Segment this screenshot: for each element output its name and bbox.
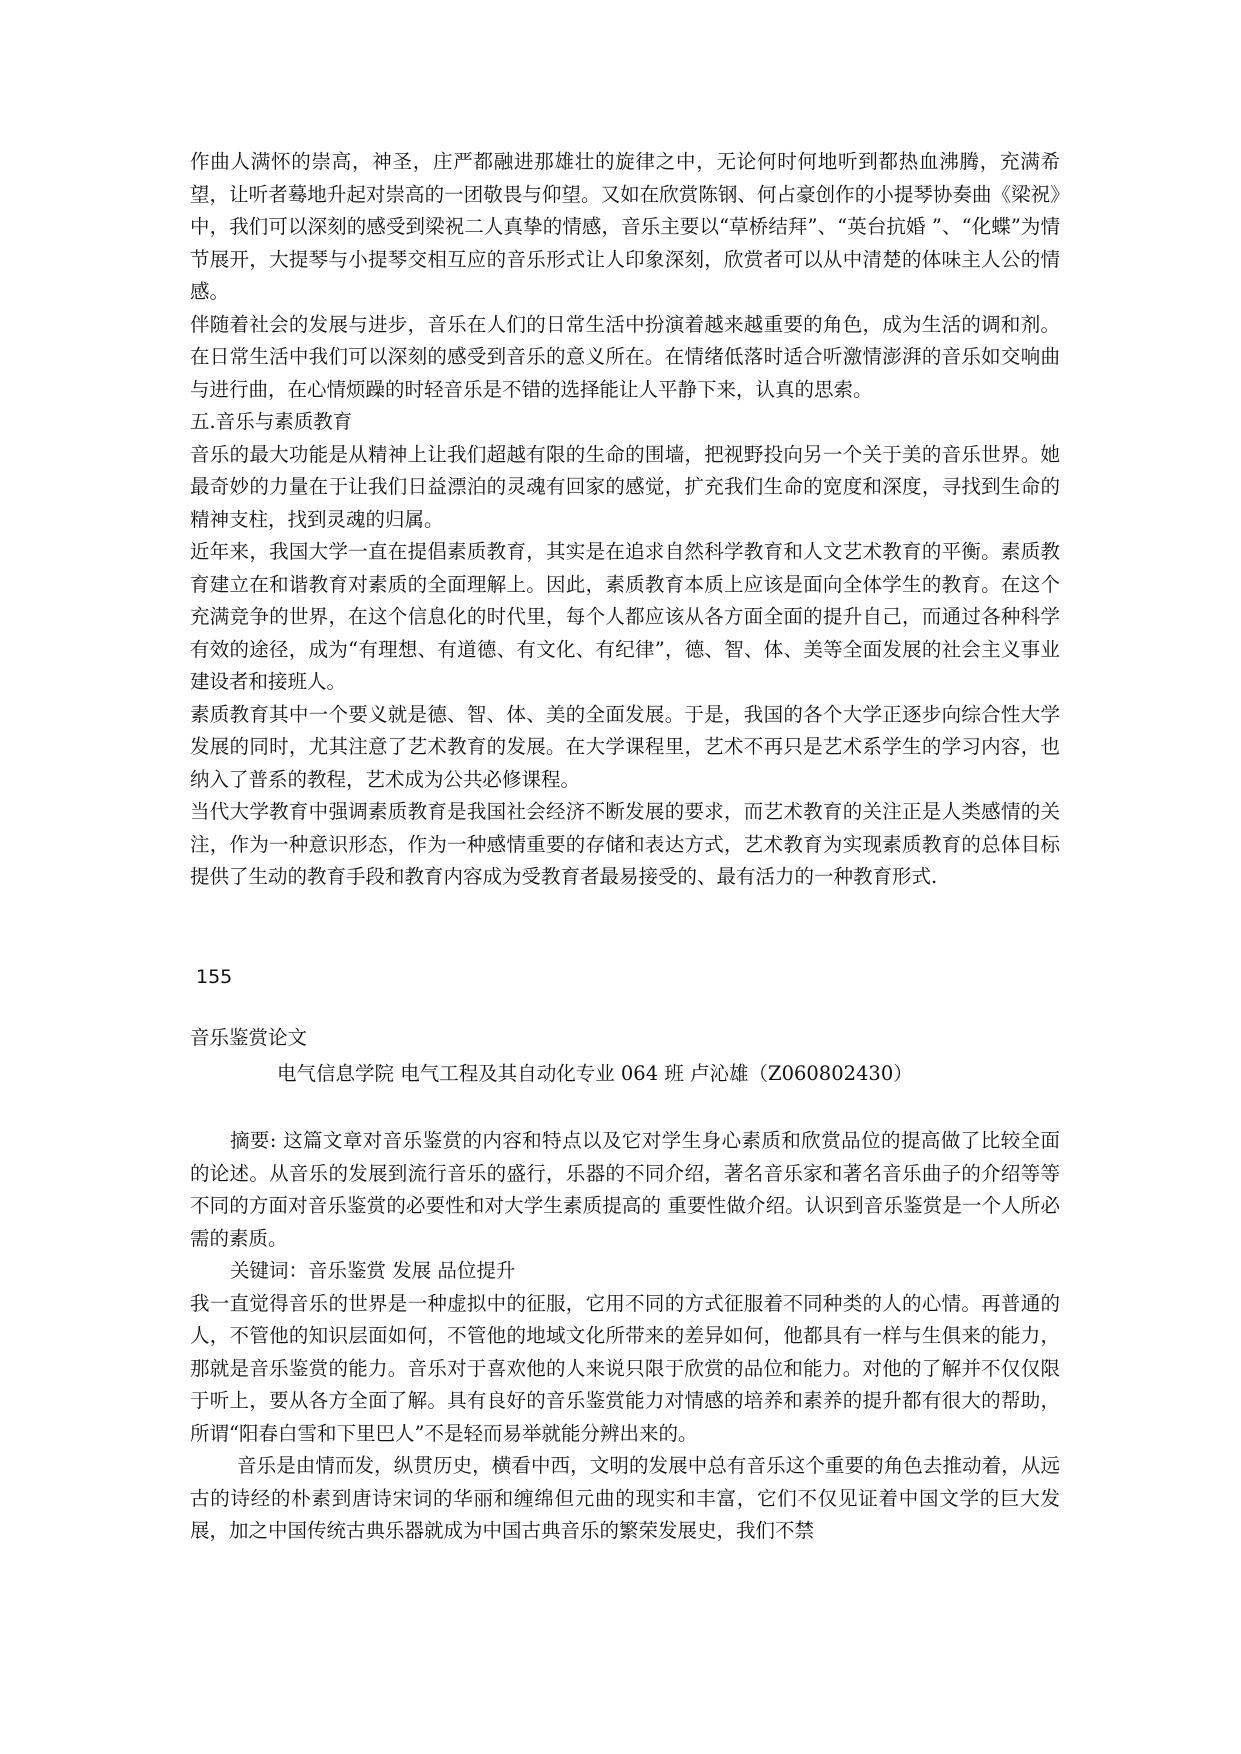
paragraph: 当代大学教育中强调素质教育是我国社会经济不断发展的要求，而艺术教育的关注正是人类感情的关注，作为一种意识形态，作为一种感情重要的存储和表达方式，艺术教育为实现素质教育的总体目标提供了生动的教育手段和教育内容成为受教育者最易接受的、最有活力的一种教育形式. [190,800,1060,888]
keywords: 关键词：音乐鉴赏 发展 品位提升 [230,1259,516,1282]
paragraph: 近年来，我国大学一直在提倡素质教育，其实是在追求自然科学教育和人文艺术教育的平衡。素质教育建立在和谐教育对素质的全面理解上。因此，素质教育本质上应该是面向全体学生的教育。在这个充满竞争的世界，在这个信息化的时代里，每个人都应该从各方面全面的提升自己，而通过各种科学有效的途径，成为“有理想、有道德、有文化、有纪律”，德、智、体、美等全面发展的社会主义事业建设者和接班人。 [190,540,1060,693]
paragraph: 音乐是由情而发，纵贯历史，横看中西，文明的发展中总有音乐这个重要的角色去推动着，从远古的诗经的朴素到唐诗宋词的华丽和缠绵但元曲的现实和丰富，它们不仅见证着中国文学的巨大发展，加之中国传统古典乐器就成为中国古典音乐的繁荣发展史，我们不禁 [190,1454,1060,1542]
paragraph: 音乐的最大功能是从精神上让我们超越有限的生命的围墙，把视野投向另一个关于美的音乐世界。她最奇妙的力量在于让我们日益漂泊的灵魂有回家的感觉，扩充我们生命的宽度和深度，寻找到生命的精神支柱，找到灵魂的归属。 [190,442,1060,531]
paragraph: 我一直觉得音乐的世界是一种虚拟中的征服，它用不同的方式征服着不同种类的人的心情。再普通的人，不管他的知识层面如何，不管他的地域文化所带来的差异如何，他都具有一样与生俱来的能力，那就是音乐鉴赏的能力。音乐对于喜欢他的人来说只限于欣赏的品位和能力。对他的了解并不仅仅限于听上，要从各方全面了解。具有良好的音乐鉴赏能力对情感的培养和素养的提升都有很大的帮助，所谓“阳春白雪和下里巴人”不是轻而易举就能分辨出来的。 [190,1291,1060,1445]
paper-body [190,1125,1060,1548]
paragraph: 素质教育其中一个要义就是德、智、体、美的全面发展。于是，我国的各个大学正逐步向综合性大学发展的同时，尤其注意了艺术教育的发展。在大学课程里，艺术不再只是艺术系学生的学习内容，也纳入了普系的教程，艺术成为公共必修课程。 [190,702,1060,791]
paragraph: 作曲人满怀的崇高，神圣，庄严都融进那雄壮的旋律之中，无论何时何地听到都热血沸腾，充满希望，让听者蓦地升起对崇高的一团敬畏与仰望。又如在欣赏陈钢、何占豪创作的小提琴协奏曲《梁祝》中，我们可以深刻的感受到梁祝二人真挚的情感，音乐主要以“草桥结拜”、“英台抗婚 ”、“化蝶”为情节展开，大提琴与小提琴交相互应的音乐形式让人印象深刻，欣赏者可以从中清楚的体味主人公的情感。 [190,150,1060,303]
section-heading: 五.音乐与素质教育 [190,410,353,433]
paragraph: 伴随着社会的发展与进步，音乐在人们的日常生活中扮演着越来越重要的角色，成为生活的调和剂。在日常生活中我们可以深刻的感受到音乐的意义所在。在情绪低落时适合听激情澎湃的音乐如交响曲与进行曲，在心情烦躁的时轻音乐是不错的选择能让人平静下来，认真的思索。 [190,312,1060,401]
paper-title: 音乐鉴赏论文 [190,1026,308,1049]
abstract: 摘要: 这篇文章对音乐鉴赏的内容和特点以及它对学生身心素质和欣赏品位的提高做了比较全面的论述。从音乐的发展到流行音乐的盛行，乐器的不同介绍，著名音乐家和著名音乐曲子的介绍等等不同的方面对音乐鉴赏的必要性和对大学生素质提高的 重要性做介绍。认识到音乐鉴赏是一个人所必需的素质。 [190,1129,1060,1250]
author-line: 电气信息学院 电气工程及其自动化专业 064 班 卢沁雄（Z060802430） [277,1062,913,1085]
top-section [190,146,1060,894]
page-number: 155 [196,966,233,988]
